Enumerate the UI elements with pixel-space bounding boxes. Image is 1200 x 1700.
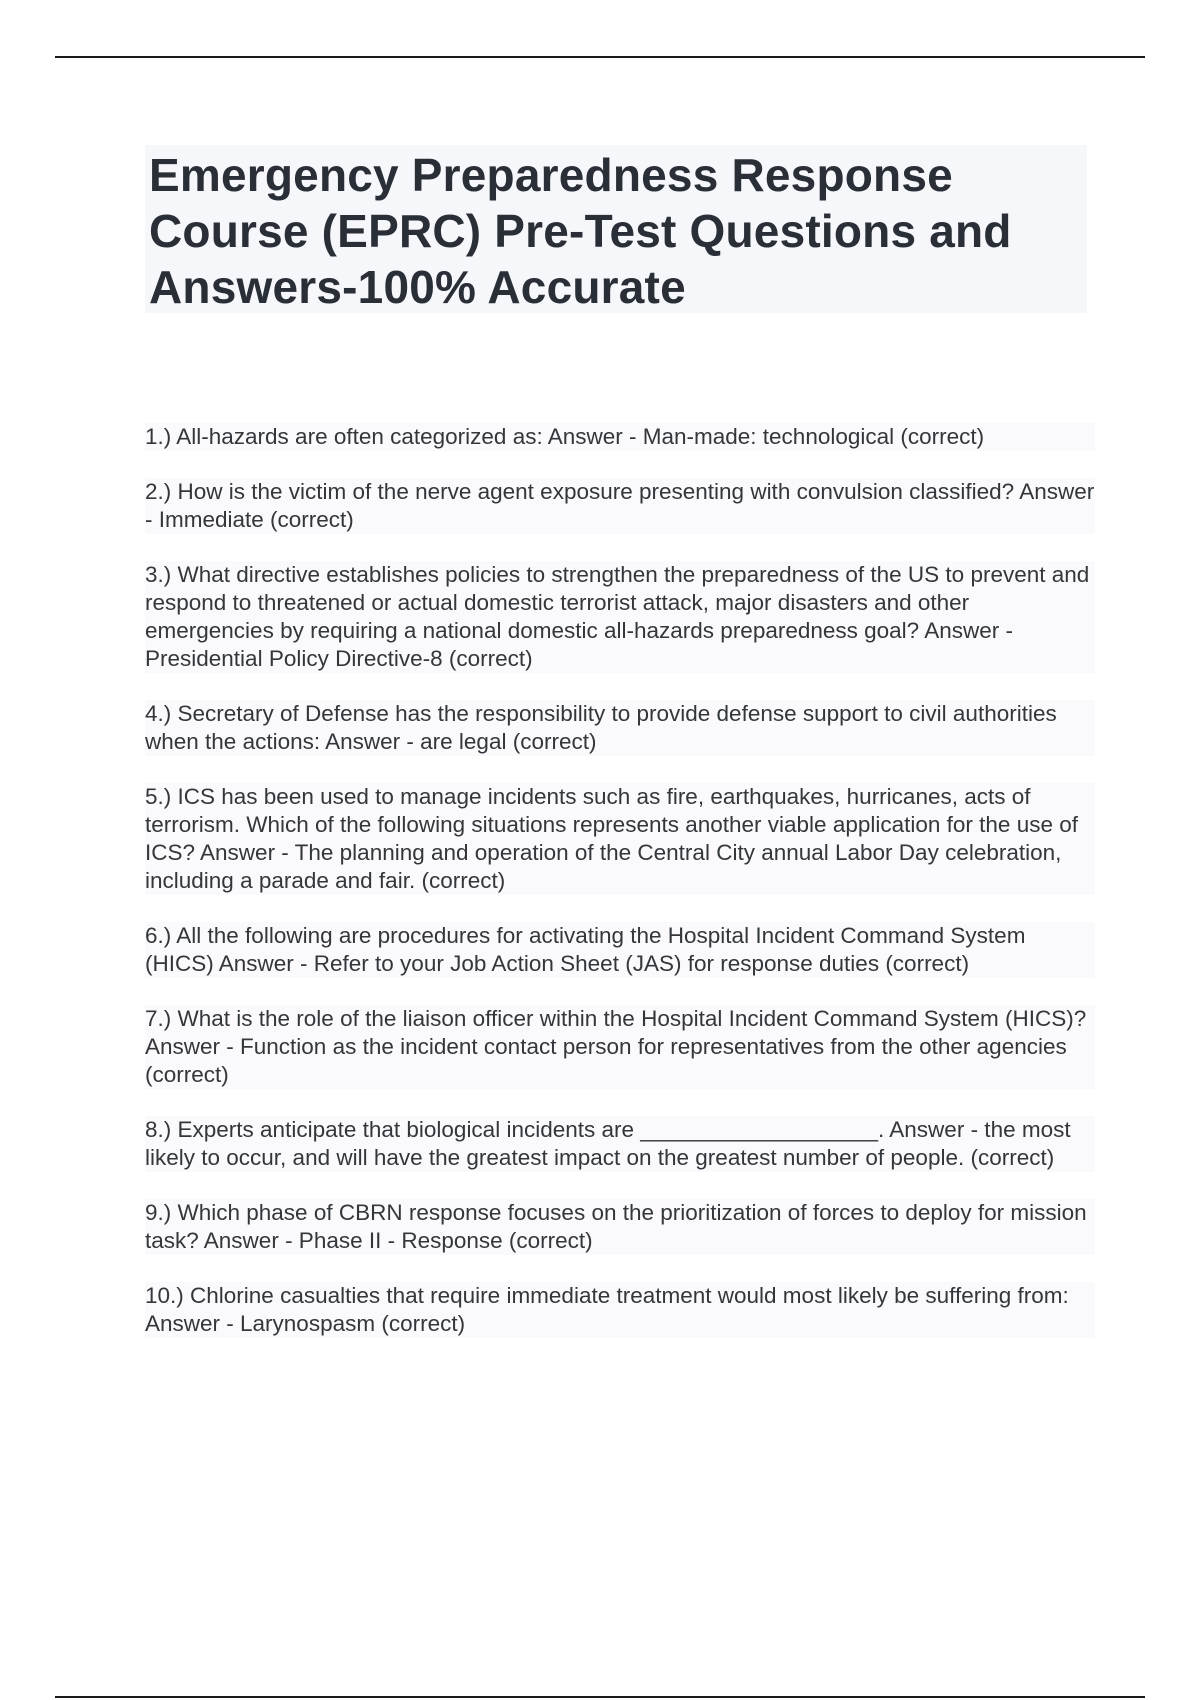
top-rule	[55, 56, 1145, 58]
qa-item-4: 4.) Secretary of Defense has the responsibility to provide defense support to civil authorities when the actions: Answer - are legal (correct)	[145, 700, 1095, 756]
qa-list	[145, 423, 1095, 1365]
qa-item-9: 9.) Which phase of CBRN response focuses on the prioritization of forces to deploy for mission task? Answer - Phase II - Response (correct)	[145, 1199, 1095, 1255]
qa-item-2: 2.) How is the victim of the nerve agent exposure presenting with convulsion classified? Answer - Immediate (correct)	[145, 479, 1095, 532]
page-title: Emergency Preparedness Response Course (EPRC) Pre-Test Questions and Answers-100% Accurate	[149, 149, 1012, 313]
qa-item-1: 1.) All-hazards are often categorized as: Answer - Man-made: technological (correct)	[145, 423, 1095, 451]
qa-item-6: 6.) All the following are procedures for activating the Hospital Incident Command System (HICS) Answer - Refer to your Job Action Sheet (JAS) for response duties (correct)	[145, 922, 1095, 978]
qa-item-5: 5.) ICS has been used to manage incidents such as fire, earthquakes, hurricanes, acts of terrorism. Which of the following situations represents another viable application for the use of ICS? Answer - The planning and operation of the Central City annual Labor Day celebration, including a parade and fair. (correct)	[145, 783, 1095, 895]
qa-item-7: 7.) What is the role of the liaison officer within the Hospital Incident Command System (HICS)? Answer - Function as the incident contact person for representatives from the other agencies (correct)	[145, 1005, 1095, 1089]
title-block	[145, 145, 1087, 313]
qa-item-3: 3.) What directive establishes policies to strengthen the preparedness of the US to prevent and respond to threatened or actual domestic terrorist attack, major disasters and other emergencies by requiring a national domestic all-hazards preparedness goal? Answer - Presidential Policy Directive-8 (correct)	[145, 561, 1095, 673]
qa-item-8: 8.) Experts anticipate that biological incidents are ___________________. Answer - the most likely to occur, and will have the greatest impact on the greatest number of people. (correct)	[145, 1116, 1095, 1172]
qa-item-10: 10.) Chlorine casualties that require immediate treatment would most likely be suffering from: Answer - Larynospasm (correct)	[145, 1282, 1095, 1338]
bottom-rule	[55, 1696, 1145, 1698]
